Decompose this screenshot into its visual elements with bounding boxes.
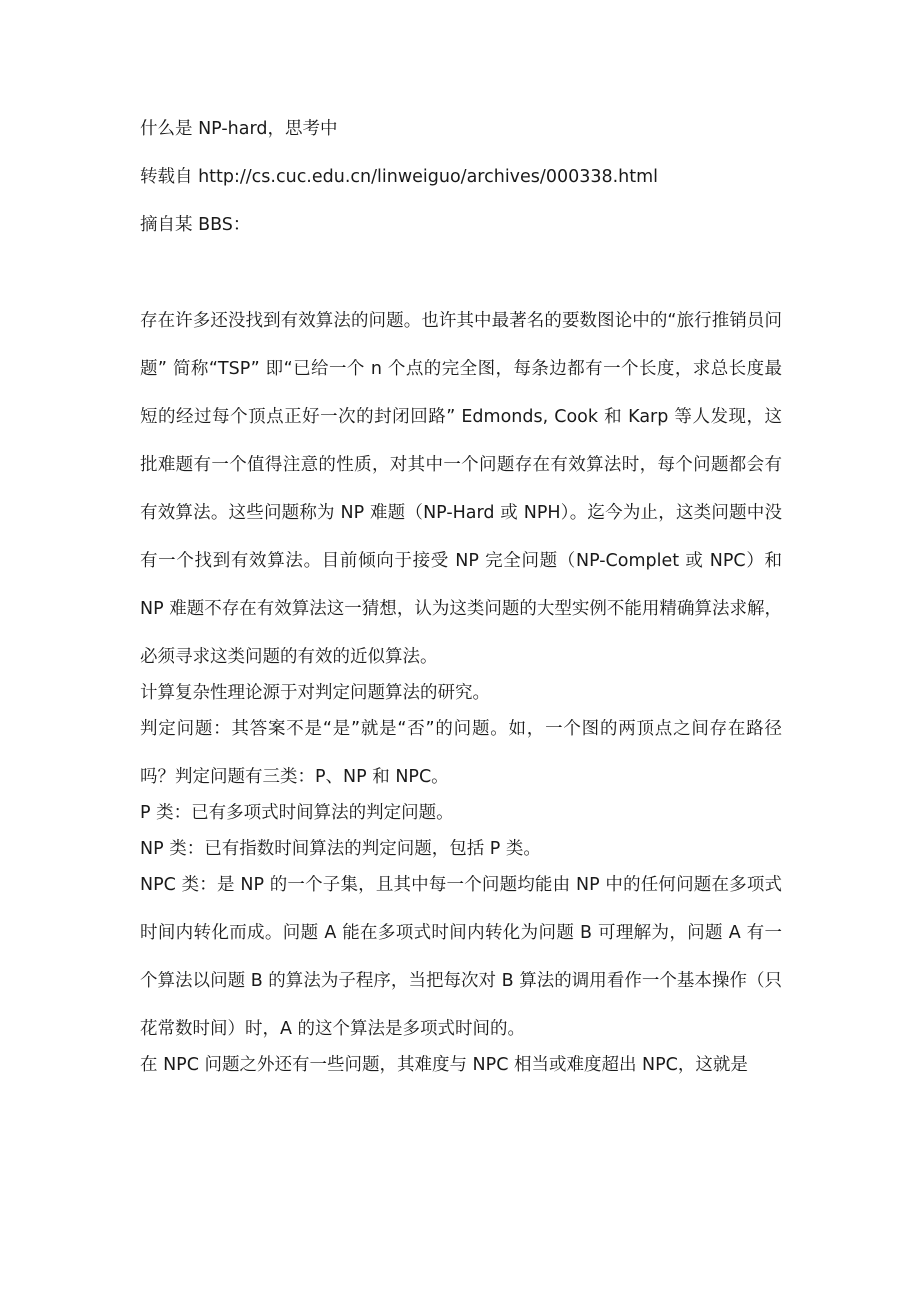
excerpt-label: 摘自某 BBS： — [140, 215, 251, 235]
paragraph-beyond-npc: 在 NPC 问题之外还有一些问题，其难度与 NPC 相当或难度超出 NPC，这就是 — [140, 1055, 748, 1075]
paragraph-npc-class: NPC 类：是 NP 的一个子集，且其中每一个问题均能由 NP 中的任何问题在多项式时间内转化而成。问题 A 能在多项式时间内转化为问题 B 可理解为，问题 A 有一个算法以问题 B 的算法为子程序，当把每次对 B 算法的调用看作一个基本操作（只花常数时间）时，A 的这个算法是多项式时间的。 — [140, 875, 782, 1039]
document-body — [140, 117, 782, 1089]
paragraph-decision-problem: 判定问题：其答案不是“是”就是“否”的问题。如，一个图的两顶点之间存在路径吗？判定问题有三类：P、NP 和 NPC。 — [140, 719, 782, 787]
paragraph-p-class: P 类：已有多项式时间算法的判定问题。 — [140, 803, 454, 823]
paragraph-np-class: NP 类：已有指数时间算法的判定问题，包括 P 类。 — [140, 839, 541, 859]
document-title: 什么是 NP-hard，思考中 — [140, 119, 338, 139]
paragraph-tsp: 存在许多还没找到有效算法的问题。也许其中最著名的要数图论中的“旅行推销员问题” 简称“TSP” 即“已给一个 n 个点的完全图，每条边都有一个长度，求总长度最短的经过每个顶点正好一次的封闭回路” Edmonds, Cook 和 Karp 等人发现，这批难题有一个值得注意的性质，对其中一个问题存在有效算法时，每个问题都会有有效算法。这些问题称为 NP 难题（NP-Hard 或 NPH）。迄今为止，这类问题中没有一个找到有效算法。目前倾向于接受 NP 完全问题（NP-Complet 或 NPC）和 NP 难题不存在有效算法这一猜想，认为这类问题的大型实例不能用精确算法求解，必须寻求这类问题的有效的近似算法。 — [140, 311, 782, 667]
paragraph-complexity-origin: 计算复杂性理论源于对判定问题算法的研究。 — [140, 683, 490, 703]
source-line: 转载自 http://cs.cuc.edu.cn/linweiguo/archives/000338.html — [140, 167, 659, 187]
